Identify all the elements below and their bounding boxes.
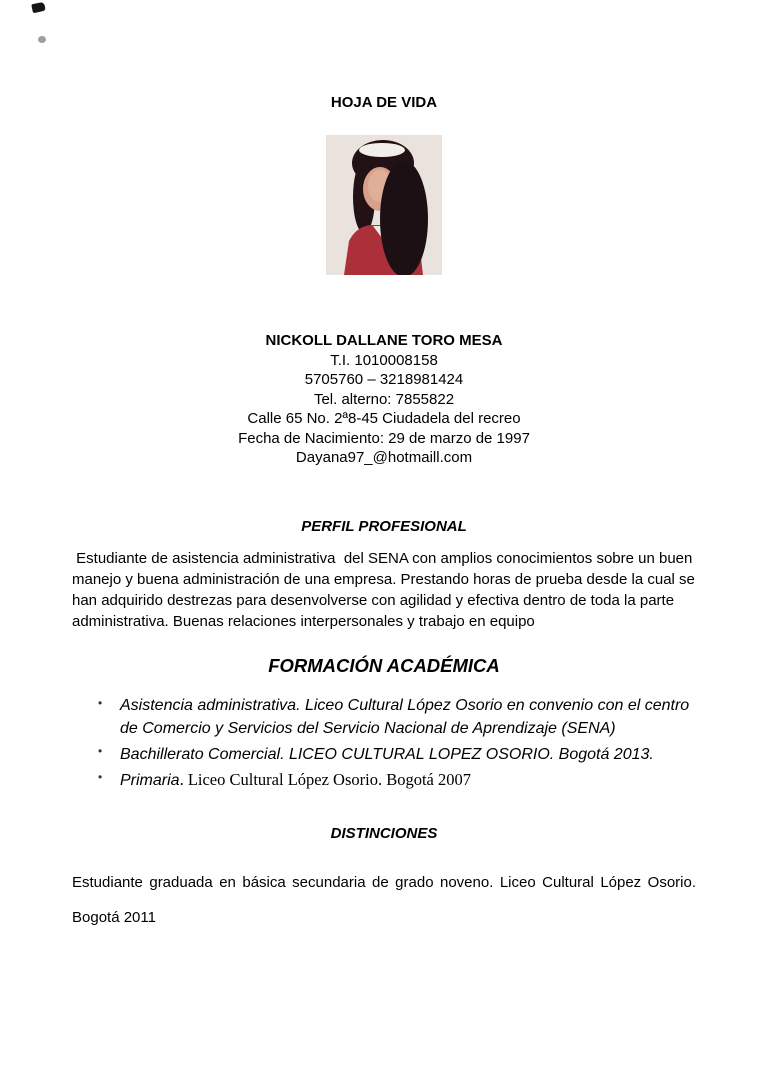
profile-section-heading: PERFIL PROFESIONAL <box>301 517 467 535</box>
list-item <box>72 769 696 792</box>
bullet-icon: • <box>98 695 103 710</box>
list-item <box>72 743 696 766</box>
list-item <box>72 695 696 740</box>
email: Dayana97_@hotmaill.com <box>295 449 473 466</box>
education-item-text: Primaria <box>120 771 180 789</box>
education-list <box>72 695 696 792</box>
id-number: T.I. 1010008158 <box>330 351 438 369</box>
distinctions-paragraph: Estudiante graduada en básica secundaria de grado noveno. Liceo Cultural López Osorio. Bogotá 2011 <box>72 874 696 926</box>
bullet-icon: • <box>98 743 103 758</box>
bullet-icon: • <box>98 769 103 784</box>
education-item-text: Bachillerato Comercial. LICEO CULTURAL LOPEZ OSORIO. Bogotá 2013. <box>120 745 654 763</box>
birth-date: Fecha de Nacimiento: 29 de marzo de 1997 <box>238 429 530 447</box>
ink-mark <box>38 36 46 43</box>
education-item-text: Asistencia administrativa. Liceo Cultural López Osorio en convenio con el centro de Comercio y Servicios del Servicio Nacional de Aprendizaje (SENA) <box>120 696 690 737</box>
document-title: HOJA DE VIDA <box>330 94 438 111</box>
person-name: NICKOLL DALLANE TORO MESA <box>265 332 503 349</box>
portrait-photo <box>326 135 442 275</box>
portrait-photo-image <box>326 135 442 275</box>
contact-block <box>72 331 696 468</box>
profile-paragraph: Estudiante de asistencia administrativa del SENA con amplios conocimientos sobre un buen manejo y buena administración de una empresa. Prestando horas de prueba desde la cual se han adquirido destrezas para desenvolverse con agilidad y efectiva dentro de toda la parte administrativa. Buenas relaciones interpersonales y trabajo en equipo <box>72 549 700 631</box>
alternate-phone: Tel. alterno: 7855822 <box>313 390 455 408</box>
education-section-heading: FORMACIÓN ACADÉMICA <box>268 654 500 676</box>
address: Calle 65 No. 2ª8-45 Ciudadela del recreo <box>247 410 521 427</box>
education-item-serif-text: . Liceo Cultural López Osorio. Bogotá 2007 <box>179 769 472 789</box>
phone-numbers: 5705760 – 3218981424 <box>304 371 464 388</box>
distinctions-section-heading: DISTINCIONES <box>330 825 438 842</box>
